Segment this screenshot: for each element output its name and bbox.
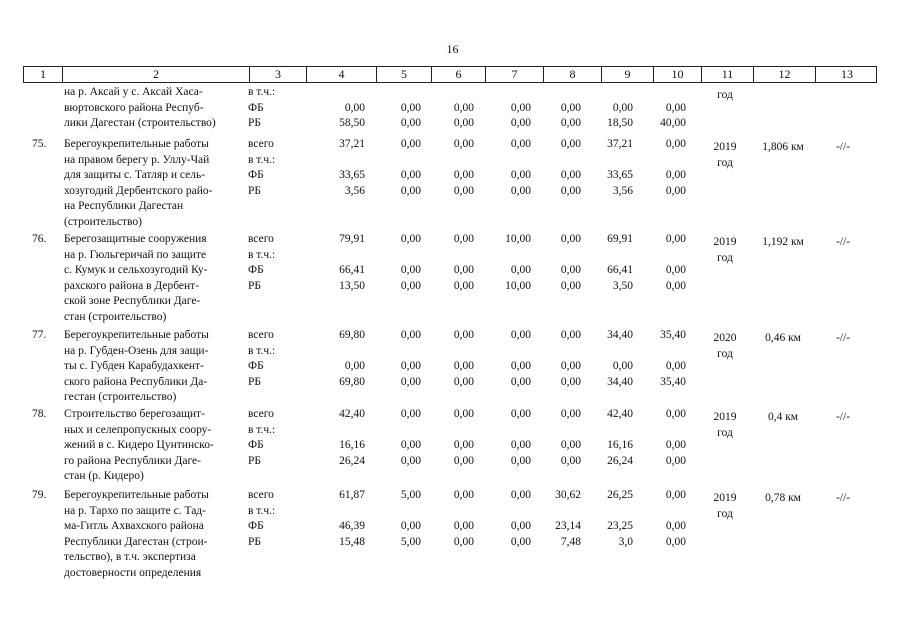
row-fb-col7: 0,00 [510,439,531,451]
header-cell-4: 4 [306,67,376,82]
row-rb-col6: 0,00 [453,454,474,467]
cont-fb-col9: 0,00 [612,101,633,114]
row-year: 2019 [713,141,737,153]
row-note: -//- [835,236,851,248]
row-type: в т.ч.: [248,504,276,517]
row-desc-line: ма-Гитль Ахвахского района [64,520,204,532]
row-rb-col8: 0,00 [560,279,581,292]
row-total-col7: 0,00 [510,329,531,341]
row-fb-col8: 0,00 [560,264,581,276]
row-desc-line: Республики Дагестан (строи- [64,535,208,548]
header-cell-6: 6 [431,67,485,82]
row-rb-col4: 13,50 [339,279,365,292]
row-type: всего [248,329,274,341]
row-year-unit: год [717,156,733,169]
row-rb-col4: 3,56 [344,184,365,197]
row-fb-col4: 0,00 [344,360,365,372]
cont-rb-col6: 0,00 [453,117,474,129]
row-total-col5: 0,00 [400,329,421,341]
row-note: -//- [835,332,851,344]
row-total-col4: 79,91 [339,233,365,245]
row-type: в т.ч.: [248,344,276,357]
header-cell-5: 5 [376,67,431,82]
row-desc-line: на Республики Дагестан [64,200,184,212]
row-rb-col5: 0,00 [400,279,421,292]
row-rb-col10: 35,40 [660,375,686,388]
cont-fb-col4: 0,00 [344,101,365,114]
row-length: 0,46 км [765,332,801,344]
cont-year-unit: год [717,89,733,101]
cont-rb-col4: 58,50 [339,117,365,129]
row-type: в т.ч.: [248,248,276,261]
header-cell-10: 10 [653,67,701,82]
header-cell-13: 13 [815,67,878,82]
row-total-col5: 0,00 [400,408,421,420]
cont-type: в т.ч.: [248,86,276,98]
row-desc-line: Берегоукрепительные работы [64,138,209,150]
row-desc-line: стан (р. Кидеро) [64,470,144,482]
row-total-col4: 37,21 [339,138,365,150]
row-total-col5: 0,00 [400,138,421,150]
row-type: РБ [248,535,261,548]
row-desc-line: для защиты с. Татляр и сель- [64,169,206,181]
cont-type: РБ [248,117,261,129]
row-total-col9: 26,25 [607,489,633,501]
row-fb-col6: 0,00 [453,439,474,451]
row-type: ФБ [248,264,264,276]
cont-rb-col5: 0,00 [400,117,421,129]
cont-rb-col8: 0,00 [560,117,581,129]
row-rb-col9: 34,40 [607,375,633,388]
row-rb-col8: 0,00 [560,454,581,467]
row-rb-col9: 26,24 [607,454,633,467]
row-rb-col9: 3,0 [618,535,633,548]
row-desc-line: рахского района в Дербент- [64,279,200,292]
row-total-col4: 69,80 [339,329,365,341]
row-fb-col5: 0,00 [400,264,421,276]
row-number: 78. [32,408,47,420]
row-desc-line: Берегозащитные сооружения [64,233,207,245]
row-rb-col6: 0,00 [453,184,474,197]
row-total-col5: 5,00 [400,489,421,501]
cont-fb-col8: 0,00 [560,101,581,114]
row-total-col10: 0,00 [665,408,686,420]
row-type: ФБ [248,169,264,181]
row-total-col10: 0,00 [665,233,686,245]
cont-fb-col5: 0,00 [400,101,421,114]
row-fb-col9: 0,00 [612,360,633,372]
header-cell-2: 2 [62,67,249,82]
cont-rb-col10: 40,00 [660,117,686,129]
header-cell-12: 12 [753,67,815,82]
row-desc-line: с. Кумук и сельхозугодий Ку- [64,264,208,276]
row-desc-line: ского района Республики Да- [64,375,208,388]
row-rb-col4: 26,24 [339,454,365,467]
cont-fb-col7: 0,00 [510,101,531,114]
row-type: всего [248,489,274,501]
row-desc-line: ты с. Губден Карабудахкент- [64,360,204,372]
row-rb-col9: 3,56 [612,184,633,197]
table-header [23,66,877,83]
row-total-col6: 0,00 [453,138,474,150]
header-cell-11: 11 [701,67,753,82]
row-note: -//- [835,492,851,504]
row-year: 2019 [713,411,737,423]
row-total-col6: 0,00 [453,408,474,420]
row-rb-col5: 0,00 [400,454,421,467]
row-desc-line: стан (строительство) [64,310,167,323]
row-desc-line: хозугодий Дербентского райо- [64,184,213,197]
row-number: 79. [32,489,47,501]
row-total-col9: 34,40 [607,329,633,341]
row-desc-line: гестан (строительство) [64,391,177,403]
cont-fb-col10: 0,00 [665,101,686,114]
row-total-col4: 61,87 [339,489,365,501]
row-fb-col7: 0,00 [510,360,531,372]
row-total-col7: 0,00 [510,489,531,501]
row-number: 75. [32,138,47,150]
row-total-col8: 0,00 [560,329,581,341]
row-fb-col4: 33,65 [339,169,365,181]
row-rb-col9: 3,50 [612,279,633,292]
row-fb-col5: 0,00 [400,360,421,372]
row-rb-col5: 0,00 [400,375,421,388]
header-cell-3: 3 [249,67,306,82]
row-fb-col8: 0,00 [560,360,581,372]
row-fb-col7: 0,00 [510,169,531,181]
header-cell-7: 7 [485,67,543,82]
row-type: в т.ч.: [248,423,276,436]
row-rb-col7: 0,00 [510,375,531,388]
row-total-col7: 10,00 [505,233,531,245]
row-number: 76. [32,233,47,245]
row-total-col6: 0,00 [453,489,474,501]
row-rb-col7: 0,00 [510,184,531,197]
row-length: 0,78 км [765,492,801,504]
row-rb-col4: 15,48 [339,535,365,548]
cont-desc-line: вюртовского района Респуб- [64,101,204,114]
row-fb-col10: 0,00 [665,169,686,181]
row-rb-col7: 10,00 [505,279,531,292]
row-note: -//- [835,141,851,153]
row-fb-col6: 0,00 [453,264,474,276]
row-rb-col10: 0,00 [665,535,686,548]
row-type: всего [248,233,274,245]
row-year-unit: год [717,251,733,264]
row-year: 2019 [713,492,737,504]
row-desc-line: ных и селепропускных соору- [64,423,212,436]
row-fb-col4: 46,39 [339,520,365,532]
row-fb-col6: 0,00 [453,360,474,372]
row-desc-line: (строительство) [64,215,142,228]
row-year-unit: год [717,347,733,360]
row-total-col8: 0,00 [560,233,581,245]
cont-fb-col6: 0,00 [453,101,474,114]
cont-rb-col7: 0,00 [510,117,531,129]
row-total-col5: 0,00 [400,233,421,245]
row-rb-col6: 0,00 [453,375,474,388]
row-type: РБ [248,279,261,292]
row-desc-line: ской зоне Республики Даге- [64,295,201,307]
row-type: всего [248,408,274,420]
row-total-col10: 0,00 [665,489,686,501]
row-desc-line: Берегоукрепительные работы [64,489,209,501]
row-total-col10: 35,40 [660,329,686,341]
row-total-col7: 0,00 [510,408,531,420]
row-fb-col8: 23,14 [555,520,581,532]
row-fb-col8: 0,00 [560,169,581,181]
row-total-col6: 0,00 [453,233,474,245]
row-type: РБ [248,454,261,467]
row-desc-line: го района Республики Даге- [64,454,201,467]
row-note: -//- [835,411,851,423]
row-type: в т.ч.: [248,153,276,166]
row-type: ФБ [248,360,264,372]
cont-type: ФБ [248,101,264,114]
row-rb-col10: 0,00 [665,454,686,467]
row-fb-col4: 66,41 [339,264,365,276]
row-length: 1,192 км [762,236,804,248]
row-type: РБ [248,184,261,197]
row-length: 1,806 км [762,141,804,153]
row-fb-col6: 0,00 [453,520,474,532]
row-total-col7: 0,00 [510,138,531,150]
row-fb-col10: 0,00 [665,360,686,372]
row-desc-line: на р. Гюльгеричай по защите [64,248,207,261]
row-fb-col10: 0,00 [665,264,686,276]
row-rb-col7: 0,00 [510,454,531,467]
row-fb-col5: 0,00 [400,439,421,451]
row-type: РБ [248,375,261,388]
row-fb-col4: 16,16 [339,439,365,451]
row-rb-col6: 0,00 [453,279,474,292]
row-rb-col6: 0,00 [453,535,474,548]
row-fb-col9: 16,16 [607,439,633,451]
row-fb-col10: 0,00 [665,439,686,451]
row-total-col9: 37,21 [607,138,633,150]
header-cell-1: 1 [40,67,46,81]
row-desc-line: Берегоукрепительные работы [64,329,209,341]
row-type: ФБ [248,520,264,532]
cont-desc-line: лики Дагестан (строительство) [64,117,216,129]
row-fb-col8: 0,00 [560,439,581,451]
row-total-col6: 0,00 [453,329,474,341]
row-desc-line: на правом берегу р. Уллу-Чай [64,153,210,166]
row-rb-col5: 0,00 [400,184,421,197]
row-total-col10: 0,00 [665,138,686,150]
row-year-unit: год [717,507,733,520]
header-cell-8: 8 [543,67,601,82]
row-length: 0,4 км [767,411,799,423]
row-type: ФБ [248,439,264,451]
row-desc-line: на р. Тархо по защите с. Тад- [64,504,206,517]
row-total-col8: 0,00 [560,408,581,420]
row-fb-col7: 0,00 [510,264,531,276]
row-number: 77. [32,329,47,341]
row-total-col8: 0,00 [560,138,581,150]
row-desc-line: Строительство берегозащит- [64,408,205,420]
row-total-col8: 30,62 [555,489,581,501]
header-cell-9: 9 [601,67,653,82]
cont-rb-col9: 18,50 [607,117,633,129]
row-year: 2020 [713,332,737,344]
row-year: 2019 [713,236,737,248]
row-rb-col8: 0,00 [560,184,581,197]
row-type: всего [248,138,274,150]
row-rb-col10: 0,00 [665,184,686,197]
row-year-unit: год [717,426,733,439]
row-fb-col9: 33,65 [607,169,633,181]
row-total-col9: 69,91 [607,233,633,245]
row-desc-line: тельство), в т.ч. экспертиза [64,551,196,563]
row-fb-col9: 23,25 [607,520,633,532]
row-fb-col6: 0,00 [453,169,474,181]
row-fb-col10: 0,00 [665,520,686,532]
row-fb-col5: 0,00 [400,520,421,532]
row-rb-col5: 5,00 [400,535,421,548]
row-total-col4: 42,40 [339,408,365,420]
row-fb-col5: 0,00 [400,169,421,181]
row-fb-col9: 66,41 [607,264,633,276]
row-rb-col7: 0,00 [510,535,531,548]
row-rb-col10: 0,00 [665,279,686,292]
row-rb-col8: 0,00 [560,375,581,388]
row-desc-line: жений в с. Кидеро Цунтинско- [64,439,214,451]
row-fb-col7: 0,00 [510,520,531,532]
row-desc-line: достоверности определения [64,566,202,579]
row-total-col9: 42,40 [607,408,633,420]
page-number: 16 [446,42,459,56]
row-desc-line: на р. Губден-Озень для защи- [64,344,209,357]
cont-desc-line: на р. Аксай у с. Аксай Хаса- [64,86,203,98]
row-rb-col4: 69,80 [339,375,365,388]
row-rb-col8: 7,48 [560,535,581,548]
